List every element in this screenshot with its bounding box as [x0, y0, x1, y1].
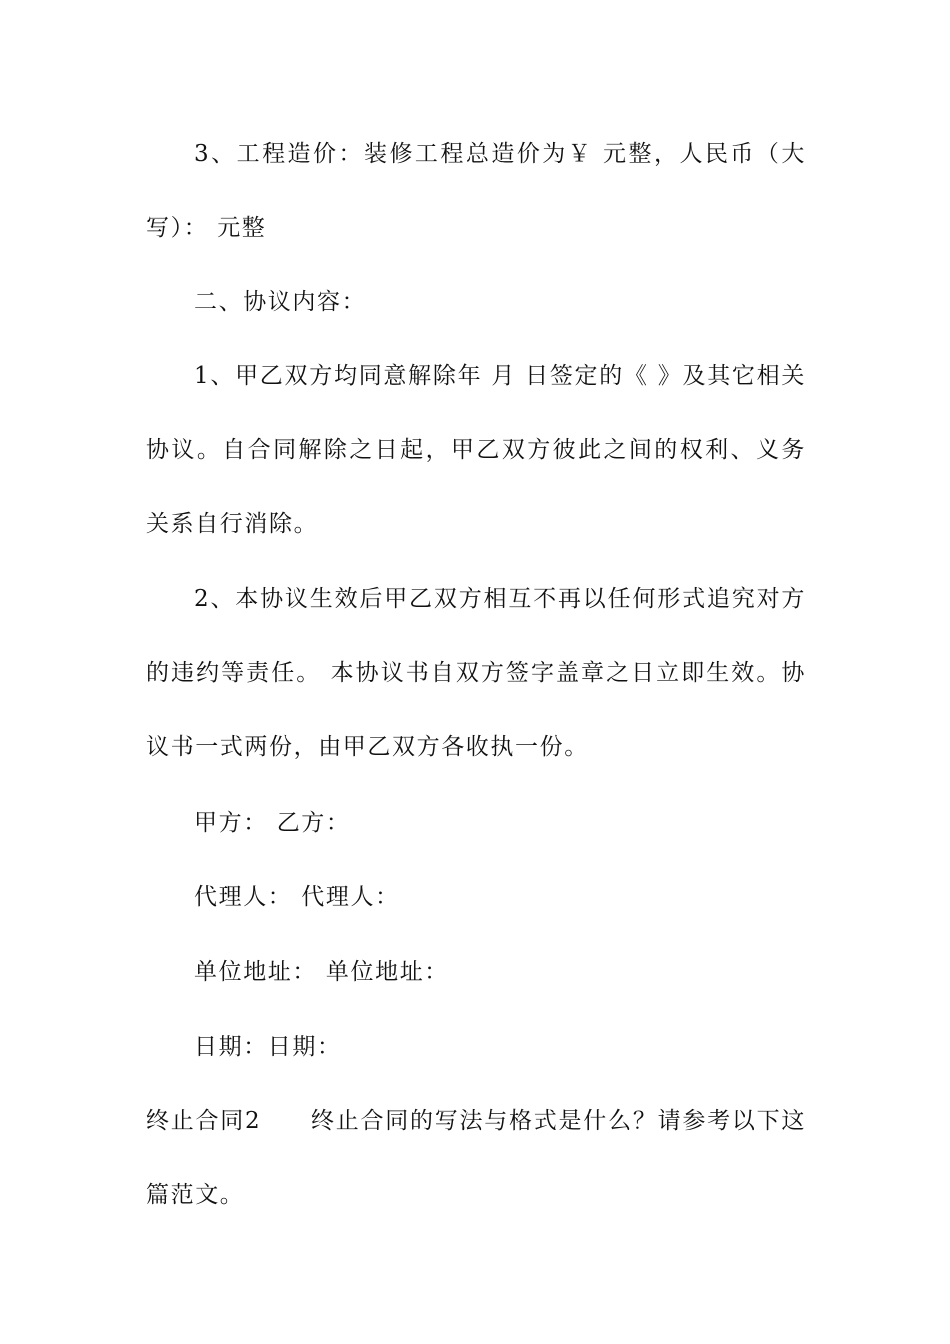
- signature-address-line: 单位地址： 单位地址：: [194, 959, 449, 985]
- paragraph-section-heading: 二、协议内容：: [194, 289, 367, 315]
- paragraph-termination-clause-2: 2、本协议生效后甲乙双方相互不再以任何形式追究对方的违约等责任。 本协议书自双方签字盖章之日立即生效。协议书一式两份，由甲乙双方各收执一份。: [146, 586, 806, 760]
- signature-party-line: 甲方： 乙方：: [194, 810, 351, 836]
- paragraph-project-cost: 3、工程造价：装修工程总造价为￥ 元整，人民币（大写）： 元整: [146, 141, 806, 241]
- signature-agent-line: 代理人： 代理人：: [194, 884, 400, 910]
- next-section-intro: 终止合同2 终止合同的写法与格式是什么？请参考以下这篇范文。: [146, 1108, 806, 1208]
- paragraph-termination-clause-1: 1、甲乙双方均同意解除年 月 日签定的《 》及其它相关协议。自合同解除之日起，甲乙双方彼此之间的权利、义务关系自行消除。: [146, 363, 806, 537]
- signature-date-line: 日期：日期：: [194, 1034, 342, 1060]
